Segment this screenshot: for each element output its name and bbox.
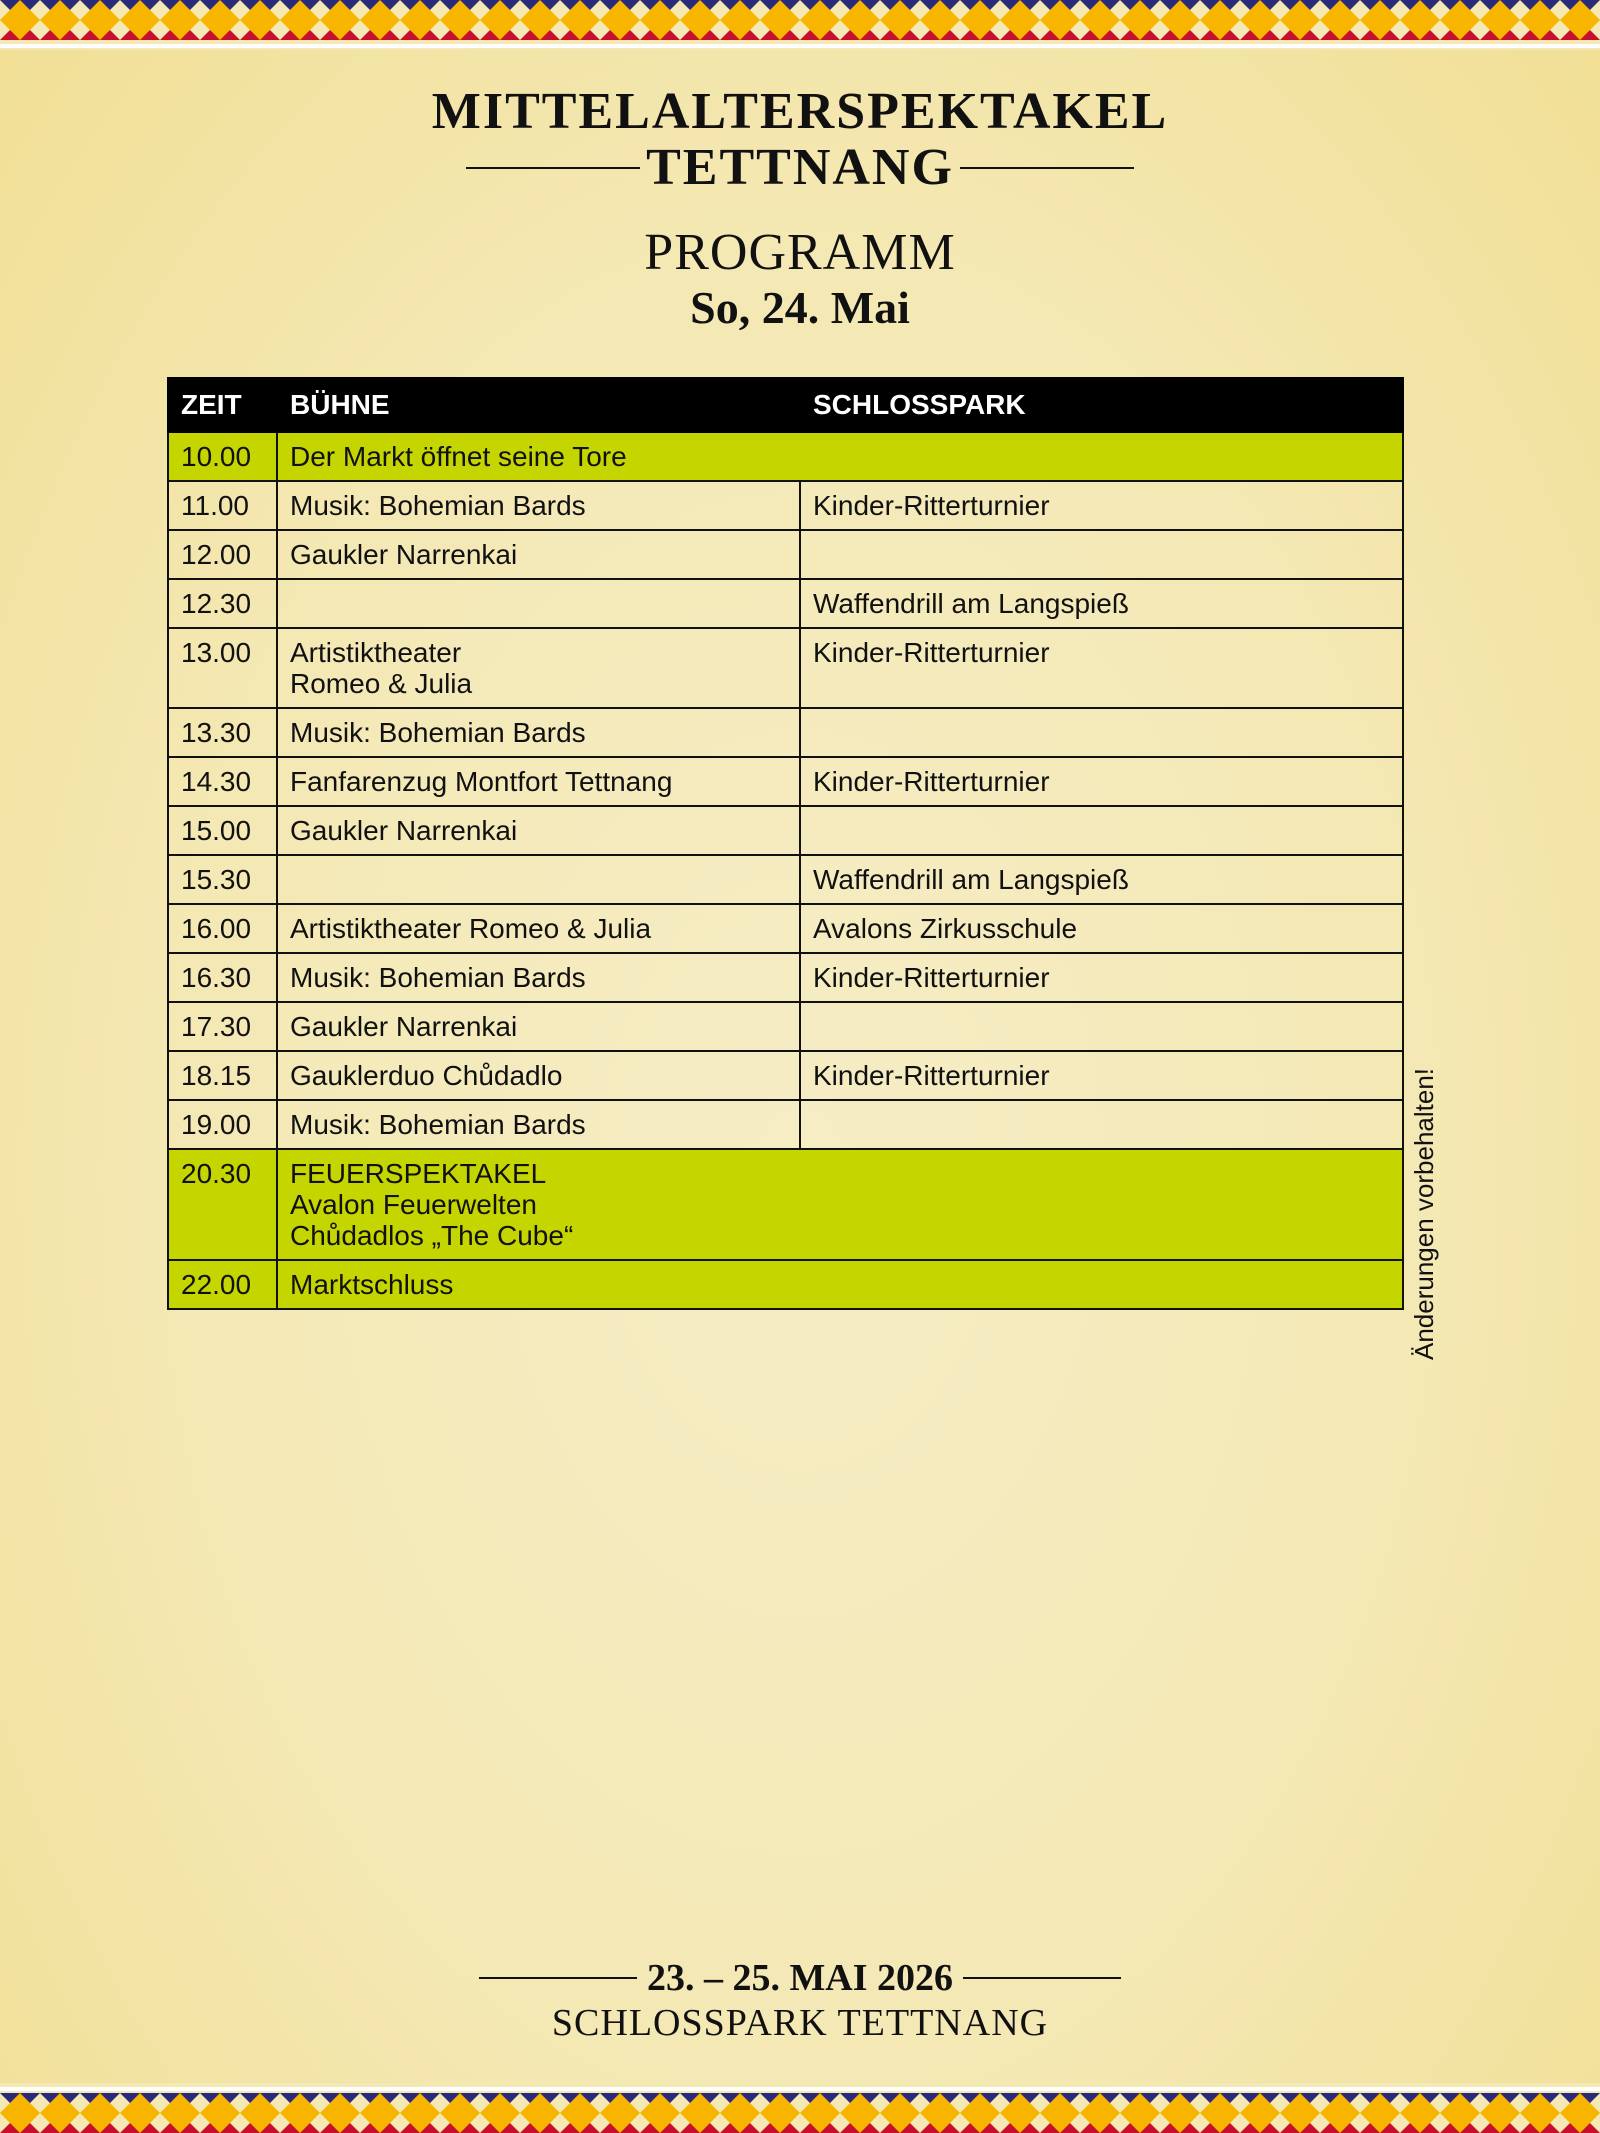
stage-cell — [277, 757, 800, 806]
stage-cell — [277, 628, 800, 708]
table-row — [168, 1260, 1403, 1309]
stage-cell — [277, 806, 800, 855]
changes-reserved-note: Änderungen vorbehalten! — [1409, 1067, 1439, 1360]
event-location: TETTNANG — [646, 139, 954, 196]
table-row — [168, 481, 1403, 530]
stage-cell — [277, 579, 800, 628]
page-header — [0, 84, 1600, 334]
table-row — [168, 708, 1403, 757]
column-header-stage: BÜHNE — [277, 378, 800, 432]
stage-cell — [277, 530, 800, 579]
stage-line: Artistiktheater — [290, 637, 462, 668]
time-cell: 22.00 — [168, 1260, 277, 1309]
park-cell — [800, 1002, 1403, 1051]
table-row — [168, 757, 1403, 806]
footer-rule-right — [963, 1977, 1121, 1979]
table-row — [168, 1100, 1403, 1149]
stage-cell — [277, 1002, 800, 1051]
park-cell: Kinder-Ritterturnier — [800, 1051, 1403, 1100]
park-cell: Kinder-Ritterturnier — [800, 481, 1403, 530]
time-cell: 15.30 — [168, 855, 277, 904]
stage-line: Musik: Bohemian Bards — [290, 962, 586, 993]
title-rule-left — [466, 167, 640, 169]
park-cell: Avalons Zirkusschule — [800, 904, 1403, 953]
event-line: Chůdadlos „The Cube“ — [290, 1220, 574, 1251]
time-cell: 16.30 — [168, 953, 277, 1002]
time-cell: 19.00 — [168, 1100, 277, 1149]
footer-date-row — [0, 1955, 1600, 2001]
time-cell: 12.30 — [168, 579, 277, 628]
park-cell — [800, 530, 1403, 579]
stage-cell — [277, 1051, 800, 1100]
column-header-time: ZEIT — [168, 378, 277, 432]
time-cell: 14.30 — [168, 757, 277, 806]
table-row — [168, 904, 1403, 953]
time-cell: 18.15 — [168, 1051, 277, 1100]
stage-line: Artistiktheater Romeo & Julia — [290, 913, 652, 944]
stage-line: Gaukler Narrenkai — [290, 539, 518, 570]
table-row — [168, 806, 1403, 855]
event-span-cell: Der Markt öffnet seine Tore — [277, 432, 1403, 481]
table-row — [168, 855, 1403, 904]
park-cell: Kinder-Ritterturnier — [800, 953, 1403, 1002]
table-row — [168, 579, 1403, 628]
table-row — [168, 1149, 1403, 1260]
event-title: MITTELALTERSPEKTAKEL — [431, 83, 1169, 140]
park-cell: Waffendrill am Langspieß — [800, 855, 1403, 904]
table-row — [168, 953, 1403, 1002]
table-row — [168, 1002, 1403, 1051]
time-cell: 13.00 — [168, 628, 277, 708]
stage-cell — [277, 855, 800, 904]
table-row — [168, 530, 1403, 579]
park-cell: Waffendrill am Langspieß — [800, 579, 1403, 628]
park-cell — [800, 708, 1403, 757]
time-cell: 10.00 — [168, 432, 277, 481]
stage-line: Fanfarenzug Montfort Tettnang — [290, 766, 673, 797]
stage-line: Gauklerduo Chůdadlo — [290, 1060, 563, 1091]
page-footer — [0, 1955, 1600, 2045]
program-day: So, 24. Mai — [690, 282, 910, 333]
stage-line: Gaukler Narrenkai — [290, 815, 518, 846]
stage-cell — [277, 904, 800, 953]
stage-line: Musik: Bohemian Bards — [290, 1109, 586, 1140]
event-span-cell: Marktschluss — [277, 1260, 1403, 1309]
stage-line: Gaukler Narrenkai — [290, 1011, 518, 1042]
table-row — [168, 1051, 1403, 1100]
title-rule-right — [960, 167, 1134, 169]
table-body — [168, 432, 1403, 1309]
time-cell: 20.30 — [168, 1149, 277, 1260]
footer-rule-left — [479, 1977, 637, 1979]
program-table — [167, 377, 1404, 1310]
event-span-cell — [277, 1149, 1403, 1260]
stage-line: Musik: Bohemian Bards — [290, 717, 586, 748]
time-cell: 17.30 — [168, 1002, 277, 1051]
park-cell — [800, 1100, 1403, 1149]
section-title: PROGRAMM — [644, 224, 956, 281]
column-header-park: SCHLOSSPARK — [800, 378, 1403, 432]
stage-cell — [277, 708, 800, 757]
park-cell: Kinder-Ritterturnier — [800, 628, 1403, 708]
stage-cell — [277, 953, 800, 1002]
stage-cell — [277, 1100, 800, 1149]
event-line: FEUERSPEKTAKEL — [290, 1158, 547, 1189]
stage-line: Musik: Bohemian Bards — [290, 490, 586, 521]
time-cell: 12.00 — [168, 530, 277, 579]
park-cell — [800, 806, 1403, 855]
time-cell: 11.00 — [168, 481, 277, 530]
event-title-row — [0, 140, 1600, 196]
table-row — [168, 432, 1403, 481]
table-header-row — [168, 378, 1403, 432]
decorative-border-top — [0, 0, 1600, 50]
event-venue: SCHLOSSPARK TETTNANG — [551, 2002, 1049, 2044]
event-dates: 23. – 25. MAI 2026 — [646, 1957, 954, 1999]
park-cell: Kinder-Ritterturnier — [800, 757, 1403, 806]
stage-cell — [277, 481, 800, 530]
table-row — [168, 628, 1403, 708]
decorative-border-bottom — [0, 2083, 1600, 2133]
time-cell: 15.00 — [168, 806, 277, 855]
event-line: Avalon Feuerwelten — [290, 1189, 537, 1220]
time-cell: 13.30 — [168, 708, 277, 757]
time-cell: 16.00 — [168, 904, 277, 953]
stage-line: Romeo & Julia — [290, 668, 473, 699]
